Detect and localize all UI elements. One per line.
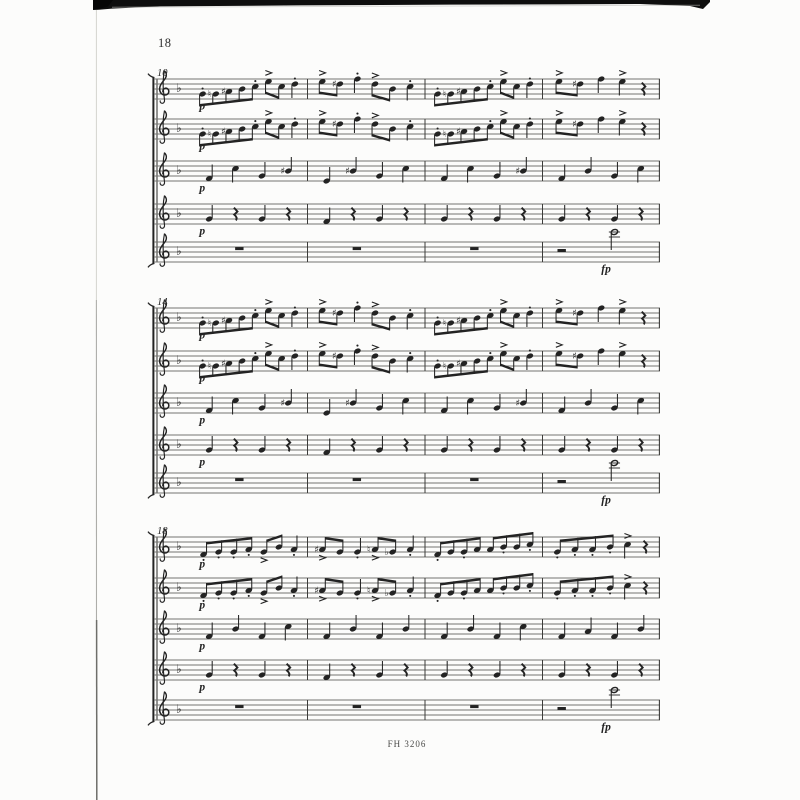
plate-number: FH 3206 <box>387 739 427 749</box>
treble-clef-icon <box>160 692 169 725</box>
staccato-dot <box>293 595 295 597</box>
treble-clef-icon <box>160 465 169 498</box>
accent-mark <box>319 300 325 305</box>
beam <box>501 321 514 329</box>
accent-mark <box>556 343 562 348</box>
accent-mark <box>265 300 271 305</box>
bracket-hook-top <box>148 74 154 78</box>
accidental-sharp: ♯ <box>572 119 577 131</box>
staccato-dot <box>437 360 439 362</box>
staff-voice-3 <box>154 385 660 427</box>
whole-rest <box>235 247 243 250</box>
accent-mark <box>265 343 271 348</box>
dynamic-p: p <box>199 681 206 694</box>
bracket-hook-top <box>148 303 154 307</box>
beam <box>207 537 252 545</box>
beam <box>319 132 337 137</box>
staccato-dot <box>529 78 531 80</box>
accidental-sharp: ♯ <box>455 86 461 98</box>
accent-mark <box>372 596 378 601</box>
accent-mark <box>319 111 325 116</box>
accidental-sharp: ♯ <box>572 79 577 91</box>
accidental-flat: ♭ <box>384 588 390 600</box>
treble-clef-icon <box>160 196 169 229</box>
beam <box>325 537 343 542</box>
beam <box>556 132 577 137</box>
staccato-dot <box>356 73 358 75</box>
beam <box>560 576 613 584</box>
key-signature-flat: ♭ <box>176 206 182 220</box>
accidental-sharp: ♯ <box>314 544 319 556</box>
staff-voice-5 <box>154 460 660 507</box>
bracket-hook-top <box>148 532 154 536</box>
staccato-dot <box>218 556 220 558</box>
staff-voice-3 <box>154 611 660 653</box>
accidental-natural: ♮ <box>442 318 447 330</box>
dynamic-p: p <box>199 414 206 427</box>
measure-number-system-2: 14 <box>157 297 168 308</box>
accidental-natural: ♮ <box>207 361 212 373</box>
staccato-dot <box>294 350 296 352</box>
dynamic-p: p <box>199 558 206 571</box>
staff-voice-2 <box>154 111 660 153</box>
staccato-dot <box>409 352 411 354</box>
accent-mark <box>619 343 625 348</box>
accidental-sharp: ♯ <box>331 79 337 91</box>
accent-mark <box>624 575 630 580</box>
accidental-sharp: ♯ <box>572 308 577 320</box>
key-signature-flat: ♭ <box>176 81 182 95</box>
beam <box>266 132 279 140</box>
dynamic-p: p <box>199 372 206 385</box>
staccato-dot <box>463 597 465 599</box>
page-number: 18 <box>158 36 172 50</box>
key-signature-flat: ♭ <box>176 539 182 553</box>
beam <box>319 92 337 97</box>
beam <box>325 578 343 583</box>
dynamic-p: p <box>199 182 206 195</box>
accent-mark <box>372 345 378 350</box>
accidental-natural: ♮ <box>442 129 447 141</box>
treble-clef-icon <box>160 343 169 376</box>
dynamic-fp: fp <box>601 721 611 734</box>
staccato-dot <box>409 595 411 597</box>
staff-voice-4 <box>154 196 660 238</box>
whole-rest <box>353 247 361 250</box>
beam <box>266 364 279 372</box>
accidental-natural: ♮ <box>367 544 371 556</box>
accent-mark <box>556 71 562 76</box>
staccato-dot <box>294 118 296 120</box>
key-signature-flat: ♭ <box>176 121 182 135</box>
accent-mark <box>500 300 506 305</box>
accidental-sharp: ♯ <box>220 86 226 98</box>
bracket-hook-bottom <box>148 263 154 267</box>
staccato-dot <box>218 597 220 599</box>
staccato-dot <box>437 88 439 90</box>
beam <box>556 364 577 369</box>
staccato-dot <box>591 595 593 597</box>
accidental-sharp: ♯ <box>455 358 461 370</box>
staccato-dot <box>489 309 491 311</box>
beam <box>556 321 577 326</box>
accent-mark <box>624 534 630 539</box>
system-2 <box>148 300 660 507</box>
treble-clef-icon <box>160 111 169 144</box>
staccato-dot <box>254 352 256 354</box>
staccato-dot <box>437 317 439 319</box>
accent-mark <box>619 71 625 76</box>
accidental-natural: ♮ <box>442 89 447 101</box>
accent-mark <box>372 302 378 307</box>
staff-voice-1 <box>154 300 660 342</box>
beam <box>441 578 481 586</box>
staff-voice-3 <box>154 153 660 195</box>
accidental-sharp: ♯ <box>331 351 337 363</box>
beam <box>267 535 282 543</box>
bracket-hook-bottom <box>148 494 154 498</box>
accidental-sharp: ♯ <box>455 126 461 138</box>
key-signature-flat: ♭ <box>176 475 182 489</box>
key-signature-flat: ♭ <box>176 621 182 635</box>
accent-mark <box>619 300 625 305</box>
accent-mark <box>500 71 506 76</box>
dynamic-p: p <box>199 225 206 238</box>
staccato-dot <box>202 128 204 130</box>
key-signature-flat: ♭ <box>176 437 182 451</box>
beam <box>266 92 279 100</box>
accent-mark <box>319 596 325 601</box>
accent-mark <box>319 555 325 560</box>
dynamic-fp: fp <box>601 494 611 507</box>
staccato-dot <box>502 551 504 553</box>
accent-mark <box>261 558 267 563</box>
staccato-dot <box>254 120 256 122</box>
staff-voice-2 <box>154 343 660 385</box>
staccato-dot <box>529 350 531 352</box>
beam <box>319 321 337 326</box>
accent-mark <box>319 71 325 76</box>
accidental-sharp: ♯ <box>345 166 350 178</box>
accent-mark <box>372 113 378 118</box>
beam <box>372 94 390 102</box>
beam <box>207 578 252 586</box>
beam <box>556 92 577 97</box>
accent-mark <box>319 343 325 348</box>
beam <box>560 535 613 543</box>
accidental-sharp: ♯ <box>220 126 226 138</box>
key-signature-flat: ♭ <box>176 395 182 409</box>
accidental-sharp: ♯ <box>220 358 226 370</box>
staccato-dot <box>233 556 235 558</box>
staccato-dot <box>556 556 558 558</box>
accidental-sharp: ♯ <box>280 398 285 410</box>
staccato-dot <box>293 554 295 556</box>
dynamic-p: p <box>199 140 206 153</box>
staccato-dot <box>489 80 491 82</box>
accidental-natural: ♮ <box>367 585 371 597</box>
staccato-dot <box>489 352 491 354</box>
accidental-sharp: ♯ <box>331 308 337 320</box>
staff-voice-5 <box>154 687 660 734</box>
beam <box>493 532 533 540</box>
staccato-dot <box>591 554 593 556</box>
staccato-dot <box>529 307 531 309</box>
staccato-dot <box>233 597 235 599</box>
accent-mark <box>261 599 267 604</box>
staff-voice-2 <box>154 570 660 612</box>
staccato-dot <box>409 309 411 311</box>
staccato-dot <box>202 317 204 319</box>
whole-rest <box>470 478 478 481</box>
half-rest <box>557 480 565 483</box>
measure-number-system-1: 10 <box>157 68 168 79</box>
accidental-sharp: ♯ <box>515 166 520 178</box>
beam <box>501 132 514 140</box>
whole-rest <box>353 705 361 708</box>
whole-rest <box>470 705 478 708</box>
beam <box>372 134 390 142</box>
staccato-dot <box>356 597 358 599</box>
staff-voice-5 <box>154 229 660 276</box>
dynamic-p: p <box>199 599 206 612</box>
accent-mark <box>556 111 562 116</box>
treble-clef-icon <box>160 652 169 685</box>
staccato-dot <box>409 80 411 82</box>
beam <box>378 578 396 583</box>
accidental-sharp: ♯ <box>455 315 461 327</box>
accent-mark <box>619 111 625 116</box>
accidental-sharp: ♯ <box>345 398 350 410</box>
whole-rest <box>235 705 243 708</box>
staff-voice-4 <box>154 427 660 469</box>
staccato-dot <box>609 551 611 553</box>
staccato-dot <box>356 556 358 558</box>
beam <box>372 366 390 374</box>
dynamic-p: p <box>199 640 206 653</box>
staff-voice-4 <box>154 652 660 694</box>
key-signature-flat: ♭ <box>176 163 182 177</box>
dynamic-fp: fp <box>601 263 611 276</box>
staccato-dot <box>356 345 358 347</box>
staccato-dot <box>502 592 504 594</box>
accent-mark <box>372 555 378 560</box>
accent-mark <box>556 300 562 305</box>
staccato-dot <box>254 80 256 82</box>
staccato-dot <box>254 309 256 311</box>
accent-mark <box>500 343 506 348</box>
staccato-dot <box>437 128 439 130</box>
staccato-dot <box>356 113 358 115</box>
accent-mark <box>500 111 506 116</box>
system-3 <box>148 529 660 734</box>
key-signature-flat: ♭ <box>176 580 182 594</box>
staff-voice-1 <box>154 529 660 571</box>
accidental-sharp: ♯ <box>280 166 285 178</box>
staccato-dot <box>574 554 576 556</box>
staccato-dot <box>248 595 250 597</box>
accidental-natural: ♮ <box>442 361 447 373</box>
beam <box>319 364 337 369</box>
staccato-dot <box>437 559 439 561</box>
staccato-dot <box>437 600 439 602</box>
staccato-dot <box>294 78 296 80</box>
beam <box>501 364 514 372</box>
staccato-dot <box>463 556 465 558</box>
accidental-sharp: ♯ <box>515 398 520 410</box>
treble-clef-icon <box>160 234 169 267</box>
treble-clef-icon <box>160 570 169 603</box>
beam <box>441 537 481 545</box>
dynamic-p: p <box>199 456 206 469</box>
whole-rest <box>235 478 243 481</box>
staccato-dot <box>609 592 611 594</box>
staccato-dot <box>202 360 204 362</box>
key-signature-flat: ♭ <box>176 702 182 716</box>
staff-voice-1 <box>154 71 660 113</box>
key-signature-flat: ♭ <box>176 353 182 367</box>
accent-mark <box>265 111 271 116</box>
accent-mark <box>372 73 378 78</box>
bracket-hook-bottom <box>148 721 154 725</box>
dynamic-p: p <box>199 100 206 113</box>
half-rest <box>557 707 565 710</box>
system-1 <box>148 71 660 276</box>
staccato-dot <box>409 120 411 122</box>
accidental-sharp: ♯ <box>314 585 319 597</box>
staccato-dot <box>556 597 558 599</box>
accidental-sharp: ♯ <box>220 315 226 327</box>
staccato-dot <box>529 590 531 592</box>
staccato-dot <box>529 118 531 120</box>
beam <box>372 323 390 331</box>
treble-clef-icon <box>160 385 169 418</box>
key-signature-flat: ♭ <box>176 310 182 324</box>
staccato-dot <box>529 549 531 551</box>
staccato-dot <box>248 554 250 556</box>
beam <box>378 537 396 542</box>
treble-clef-icon <box>160 153 169 186</box>
accidental-sharp: ♯ <box>572 351 577 363</box>
staccato-dot <box>294 307 296 309</box>
beam <box>266 321 279 329</box>
staccato-dot <box>202 88 204 90</box>
accidental-natural: ♮ <box>207 89 212 101</box>
beam <box>493 573 533 581</box>
treble-clef-icon <box>160 611 169 644</box>
staccato-dot <box>409 554 411 556</box>
treble-clef-icon <box>160 427 169 460</box>
accent-mark <box>265 71 271 76</box>
whole-rest <box>353 478 361 481</box>
accidental-sharp: ♯ <box>331 119 337 131</box>
measure-number-system-3: 18 <box>157 526 168 537</box>
staccato-dot <box>489 120 491 122</box>
half-rest <box>557 249 565 252</box>
staccato-dot <box>356 302 358 304</box>
beam <box>501 92 514 100</box>
whole-rest <box>470 247 478 250</box>
accidental-flat: ♭ <box>384 547 390 559</box>
accidental-natural: ♮ <box>207 129 212 141</box>
staccato-dot <box>574 595 576 597</box>
key-signature-flat: ♭ <box>176 662 182 676</box>
beam <box>267 576 282 584</box>
dynamic-p: p <box>199 329 206 342</box>
accidental-natural: ♮ <box>207 318 212 330</box>
key-signature-flat: ♭ <box>176 244 182 258</box>
